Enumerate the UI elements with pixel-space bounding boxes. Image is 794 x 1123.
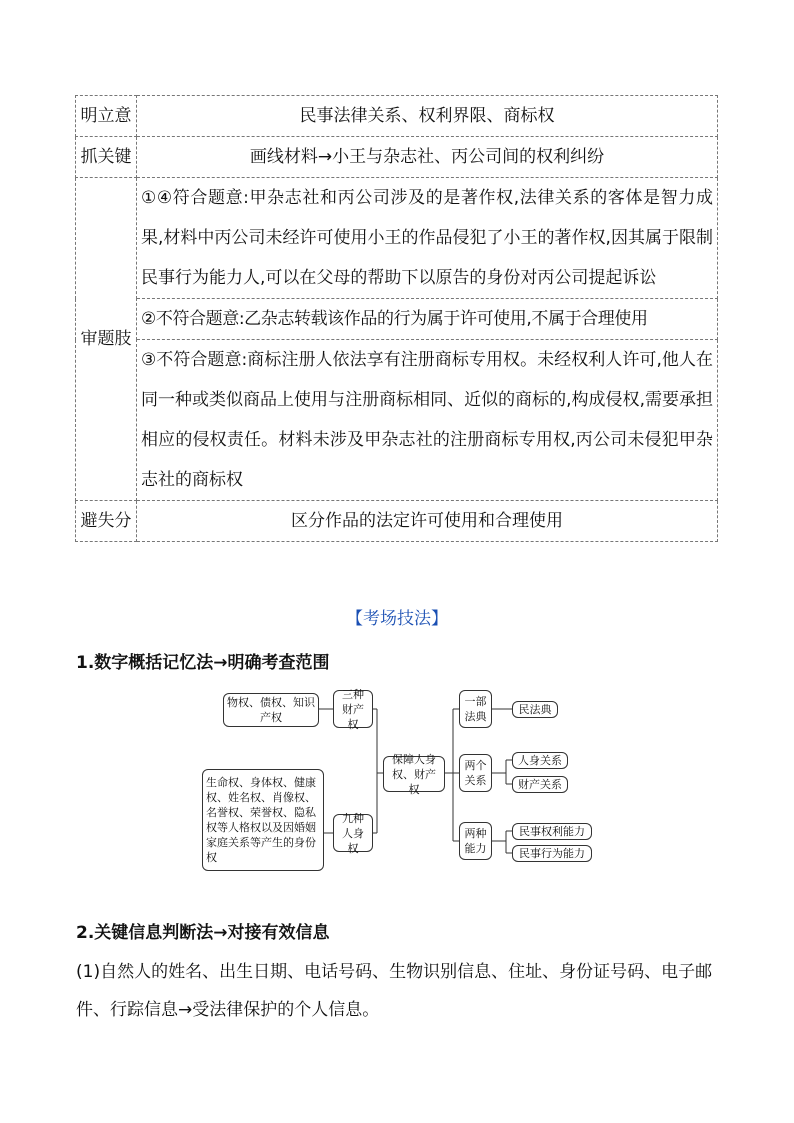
option-analysis-1: ①④符合题意:甲杂志社和丙公司涉及的是著作权,法律关系的客体是智力成果,材料中丙公司未经许可使用小王的作品侵犯了小王的著作权,因其属于限制民事行为能力人,可以在父母的帮助下以原告的身份对丙公司提起诉讼	[137, 178, 718, 299]
personal-rights-box: 生命权、身体权、健康权、姓名权、肖像权、名誉权、荣誉权、隐私权等人格权以及因婚姻家庭关系等产生的身份权	[202, 769, 324, 871]
two-relations-box: 两个关系	[459, 754, 492, 792]
table-row	[76, 96, 718, 137]
table-row	[76, 340, 718, 501]
heading-method-1: 1.数字概括记忆法→明确考查范围	[76, 653, 330, 673]
section-tag: 【考场技法】	[346, 609, 448, 629]
row-label: 抓关键	[76, 137, 137, 178]
personal-info-paragraph: (1)自然人的姓名、出生日期、电话号码、生物识别信息、住址、身份证号码、电子邮件、行踪信息→受法律保护的个人信息。	[76, 962, 713, 1020]
civil-code-box: 民法典	[512, 701, 558, 718]
analysis-table	[75, 95, 718, 542]
civil-rights-capacity-box: 民事权利能力	[512, 823, 592, 840]
table-row	[76, 501, 718, 542]
property-rights-box: 物权、债权、知识产权	[223, 693, 319, 727]
option-analysis-2: ②不符合题意:乙杂志转载该作品的行为属于许可使用,不属于合理使用	[137, 299, 718, 340]
personal-relation-box: 人身关系	[512, 752, 568, 769]
center-protection-box: 保障人身权、财产权	[383, 756, 445, 792]
row-label: 审题肢	[76, 178, 137, 501]
table-row	[76, 178, 718, 299]
two-capacities-box: 两种能力	[459, 822, 492, 860]
option-analysis-3: ③不符合题意:商标注册人依法享有注册商标专用权。未经权利人许可,他人在同一种或类似商品上使用与注册商标相同、近似的商标的,构成侵权,需要承担相应的侵权责任。材料未涉及甲杂志社的注册商标专用权,丙公司未侵犯甲杂志社的商标权	[137, 340, 718, 501]
table-row	[76, 137, 718, 178]
heading-method-2: 2.关键信息判断法→对接有效信息	[76, 923, 330, 943]
row-content: 民事法律关系、权利界限、商标权	[137, 96, 718, 137]
three-property-rights-box: 三种财产权	[333, 690, 373, 728]
row-label: 避失分	[76, 501, 137, 542]
nine-personal-rights-box: 九种人身权	[333, 814, 373, 852]
property-relation-box: 财产关系	[512, 776, 568, 793]
one-code-box: 一部法典	[459, 690, 492, 728]
row-label: 明立意	[76, 96, 137, 137]
row-content: 区分作品的法定许可使用和合理使用	[137, 501, 718, 542]
rights-diagram	[190, 683, 610, 878]
civil-conduct-capacity-box: 民事行为能力	[512, 845, 592, 862]
table-row	[76, 299, 718, 340]
row-content: 画线材料→小王与杂志社、丙公司间的权利纠纷	[137, 137, 718, 178]
